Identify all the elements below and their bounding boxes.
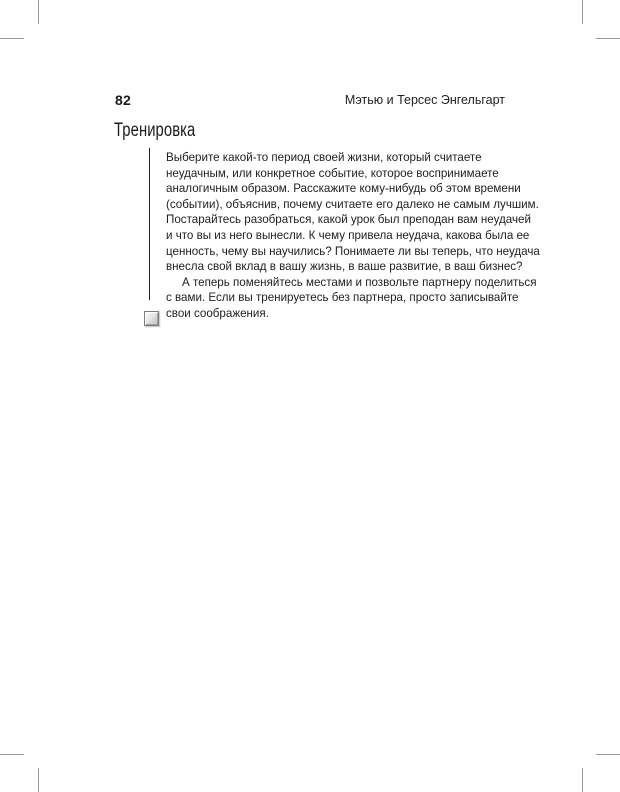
body-line: внесла свой вклад в вашу жизнь, в ваше развитие, в ваш бизнес?	[166, 260, 523, 274]
body-line: ценность, чему вы научились? Понимаете ли вы теперь, что неудача	[166, 244, 540, 258]
crop-mark-bottom-right	[582, 768, 583, 792]
running-head: Мэтью и Терсес Энгельгарт	[344, 93, 505, 107]
crop-mark-top-left	[38, 0, 39, 24]
crop-mark-top-right	[582, 0, 583, 24]
body-line: с вами. Если вы тренируетесь без партнера, просто записывайте	[166, 291, 519, 305]
body-line: (событии), объяснив, почему считаете его далеко не самым лучшим.	[166, 197, 539, 211]
body-line: и что вы из него вынесли. К чему привела неудача, какова была ее	[166, 228, 530, 242]
page-number: 82	[115, 92, 131, 108]
body-line: аналогичным образом. Расскажите кому-нибудь об этом времени	[166, 182, 521, 196]
crop-mark-bottom-left	[38, 768, 39, 792]
page-header	[115, 92, 505, 112]
crop-mark-top-right-h	[596, 38, 620, 39]
body-line: А теперь поменяйтесь местами и позвольте партнеру поделиться	[182, 275, 537, 289]
crop-mark-bottom-right-h	[596, 754, 620, 755]
exercise-body	[166, 150, 540, 322]
crop-mark-top-left-h	[0, 38, 24, 39]
exercise-end-square-icon	[144, 311, 159, 326]
body-line: Постарайтесь разобраться, какой урок был преподан вам неудачей	[166, 213, 531, 227]
exercise-left-rule	[149, 148, 150, 300]
section-title: Тренировка	[114, 120, 196, 141]
crop-mark-bottom-left-h	[0, 754, 24, 755]
body-line: свои соображения.	[166, 306, 269, 320]
body-line: неудачным, или конкретное событие, которое воспринимаете	[166, 166, 499, 180]
body-line: Выберите какой-то период своей жизни, который считаете	[166, 151, 482, 164]
